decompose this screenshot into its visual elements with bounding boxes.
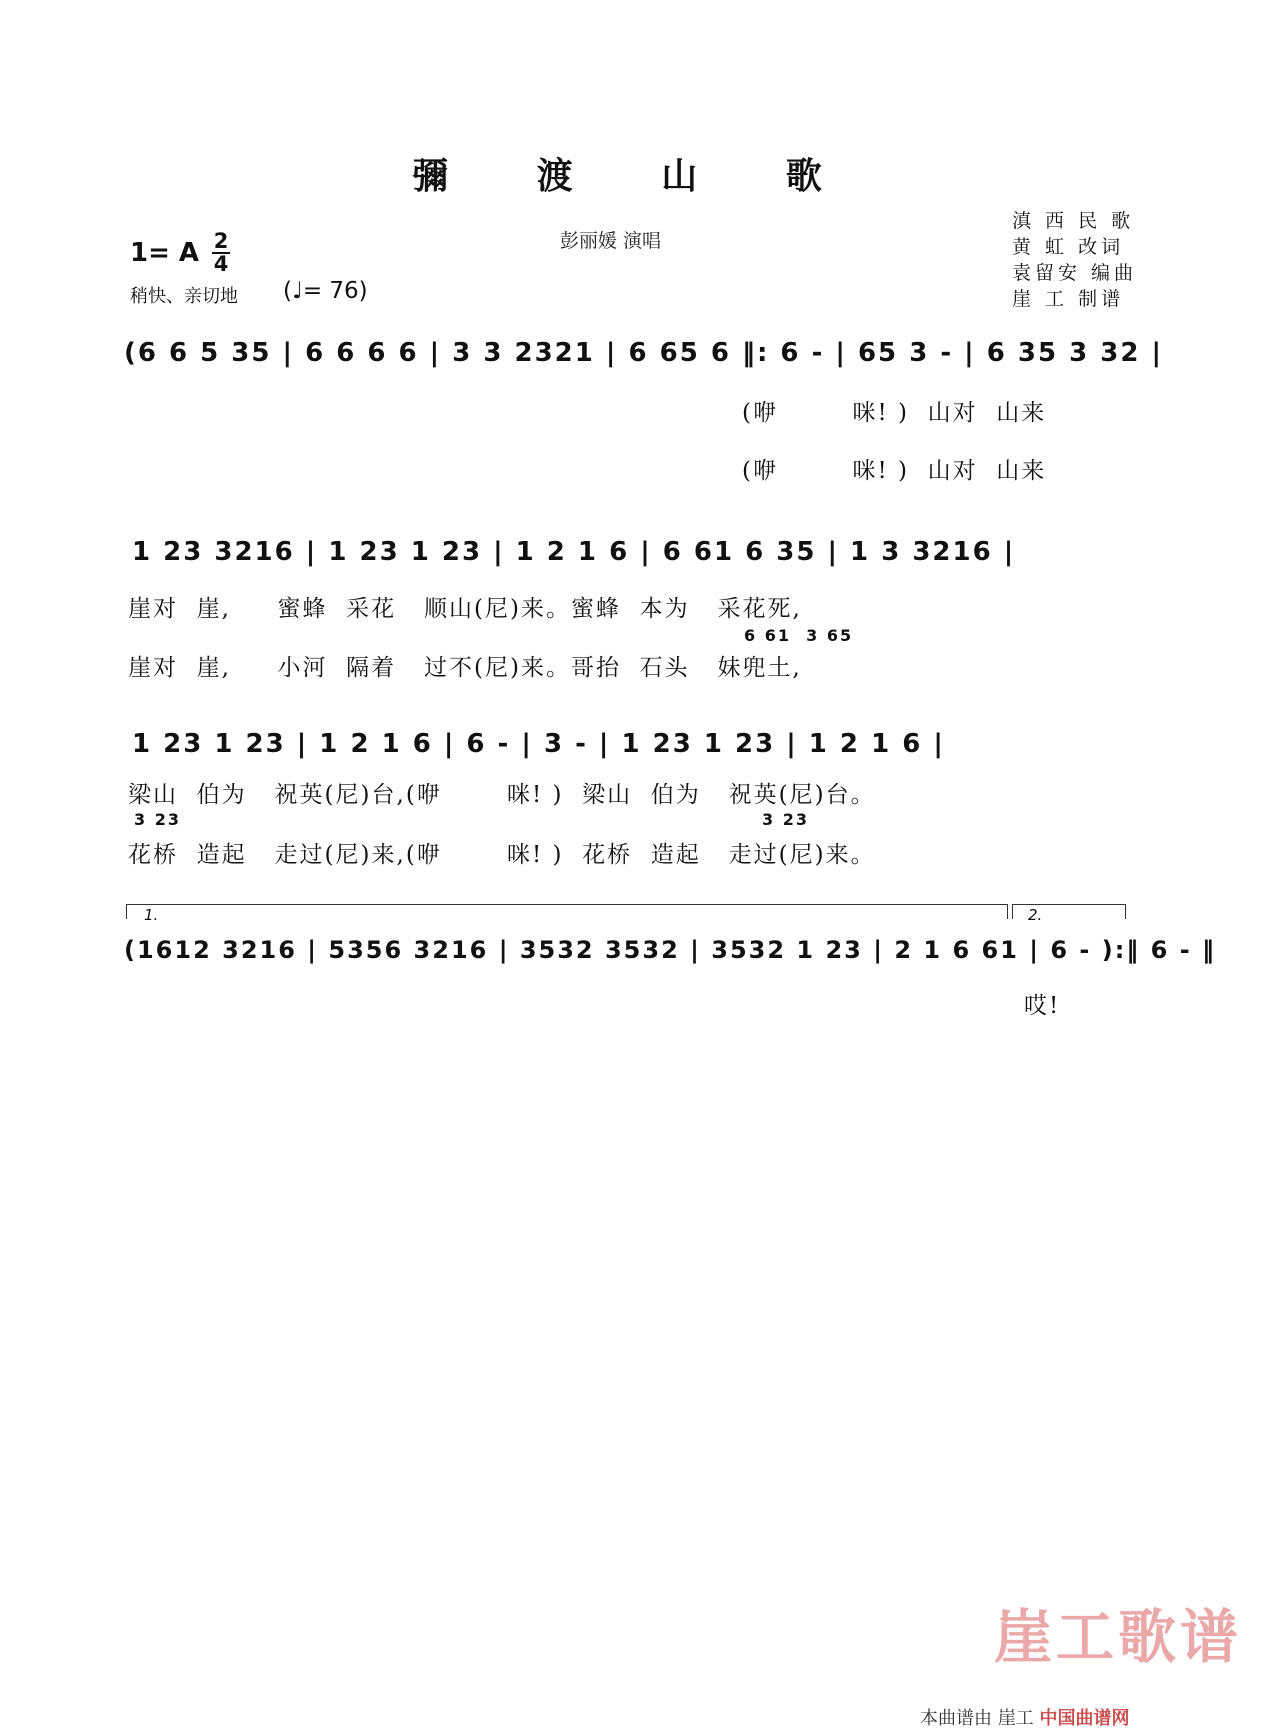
volta-1-label: 1. — [144, 906, 159, 924]
volta-2-label: 2. — [1028, 906, 1043, 924]
performer-credit: 彭丽媛 演唱 — [560, 230, 662, 252]
footer-brand: 中国曲谱网 — [1039, 1708, 1130, 1729]
lyrics-row-3-verse-1: 梁山 伯为 祝英(尼)台,(咿 咪! ) 梁山 伯为 祝英(尼)台。 — [128, 782, 876, 808]
time-signature-bottom: 4 — [213, 252, 229, 276]
mood-marking: 稍快、亲切地 — [130, 286, 238, 307]
notation-row-4: (1612 3216 | 5356 3216 | 3532 3532 | 3532 1 23 | 2 1 6 61 | 6 - ):‖ 6 - ‖ — [124, 936, 1217, 964]
footer-credit — [920, 1704, 1129, 1730]
credits-block — [1012, 208, 1137, 312]
song-title: 彌 渡 山 歌 — [412, 156, 860, 197]
lyrics-row-2-verse-2: 崖对 崖, 小河 隔着 过不(尼)来。哥抬 石头 妹兜土, — [128, 655, 802, 681]
time-signature — [212, 229, 230, 276]
lyrics-row-4: 哎! — [1024, 993, 1061, 1019]
volta-bracket-1 — [126, 904, 1008, 919]
credit-origin: 滇 西 民 歌 — [1012, 210, 1135, 232]
key-signature: 1= A — [130, 238, 200, 268]
tempo-marking: (♩= 76) — [283, 278, 368, 304]
notation-row-2: 1 23 3216 | 1 23 1 23 | 1 2 1 6 | 6 61 6 35 | 1 3 3216 | — [132, 537, 1016, 567]
notation-row-3: 1 23 1 23 | 1 2 1 6 | 6 - | 3 - | 1 23 1 23 | 1 2 1 6 | — [132, 729, 945, 759]
alt-notation-row-2: 6 61 3 65 — [744, 626, 854, 645]
time-signature-top: 2 — [213, 229, 229, 253]
lyrics-row-1-verse-1: (咿 咪! ) 山对 山来 — [742, 400, 1047, 426]
lyrics-row-2-verse-1: 崖对 崖, 蜜蜂 采花 顺山(尼)来。蜜蜂 本为 采花死, — [128, 596, 802, 622]
alt-notation-row-3-b: 3 23 — [762, 810, 809, 829]
credit-lyrics: 黄 虹 改词 — [1012, 236, 1125, 258]
notation-row-1: (6 6 5 35 | 6 6 6 6 | 3 3 2321 | 6 65 6 ‖: 6 - | 65 3 - | 6 35 3 32 | — [124, 338, 1163, 368]
credit-notation: 崖 工 制谱 — [1012, 288, 1125, 310]
watermark-logo: 崖工歌谱 — [993, 1603, 1242, 1671]
alt-notation-row-3-a: 3 23 — [134, 810, 181, 829]
footer-text: 本曲谱由 崖工 — [920, 1708, 1040, 1729]
lyrics-row-1-verse-2: (咿 咪! ) 山对 山来 — [742, 458, 1047, 484]
lyrics-row-3-verse-2: 花桥 造起 走过(尼)来,(咿 咪! ) 花桥 造起 走过(尼)来。 — [128, 842, 876, 868]
credit-arrangement: 袁留安 编曲 — [1012, 262, 1138, 284]
